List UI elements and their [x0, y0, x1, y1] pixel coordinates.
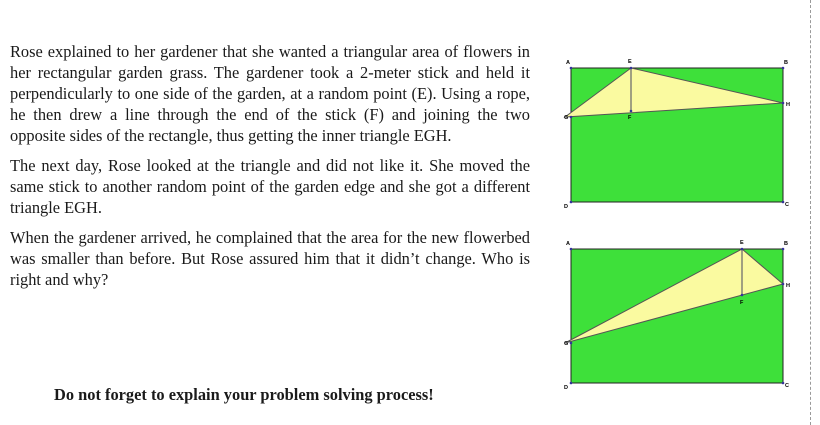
label-g: G: [564, 115, 569, 121]
problem-text: [10, 41, 530, 299]
label-f: F: [740, 300, 744, 306]
problem-paragraph-2: The next day, Rose looked at the triangle and did not like it. She moved the same stick to another random point of the garden edge and she got a different triangle EGH.: [10, 156, 530, 217]
label-a: A: [566, 241, 570, 247]
label-d: D: [564, 204, 568, 210]
page-divider: [810, 0, 811, 425]
point-g: [570, 342, 573, 345]
point-g: [570, 116, 573, 119]
point-h: [782, 102, 785, 105]
point-e: [630, 67, 633, 70]
point-e: [741, 248, 744, 251]
instruction-note: Do not forget to explain your problem solving process!: [54, 385, 434, 404]
label-d: D: [564, 385, 568, 391]
label-c: C: [785, 383, 789, 389]
point-d: [570, 201, 573, 204]
point-h: [782, 283, 785, 286]
point-d: [570, 382, 573, 385]
problem-paragraph-3: When the gardener arrived, he complained that the area for the new flowerbed was smaller than before. But Rose assured him that it didn’t change. Who is right and why?: [10, 228, 530, 289]
problem-paragraph-1: Rose explained to her gardener that she wanted a triangular area of flowers in her rectangular garden grass. The gardener took a 2-meter stick and held it perpendicularly to one side of the garden, at a random point (E). Using a rope, he then drew a line through the end of the stick (F) and joining the two opposite sides of the rectangle, thus getting the inner triangle EGH.: [10, 42, 530, 145]
label-f: F: [628, 115, 632, 121]
label-b: B: [784, 241, 788, 247]
point-b: [782, 248, 785, 251]
point-b: [782, 67, 785, 70]
label-h: H: [786, 102, 790, 108]
label-b: B: [784, 60, 788, 66]
label-e: E: [628, 59, 632, 65]
point-c: [782, 382, 785, 385]
garden-figure-1: [555, 52, 800, 212]
label-h: H: [786, 283, 790, 289]
label-g: G: [564, 341, 569, 347]
point-c: [782, 201, 785, 204]
garden-figure-2: [555, 233, 800, 393]
point-a: [570, 248, 573, 251]
point-f: [630, 110, 633, 113]
label-c: C: [785, 202, 789, 208]
label-a: A: [566, 60, 570, 66]
label-e: E: [740, 240, 744, 246]
point-a: [570, 67, 573, 70]
point-f: [741, 294, 744, 297]
